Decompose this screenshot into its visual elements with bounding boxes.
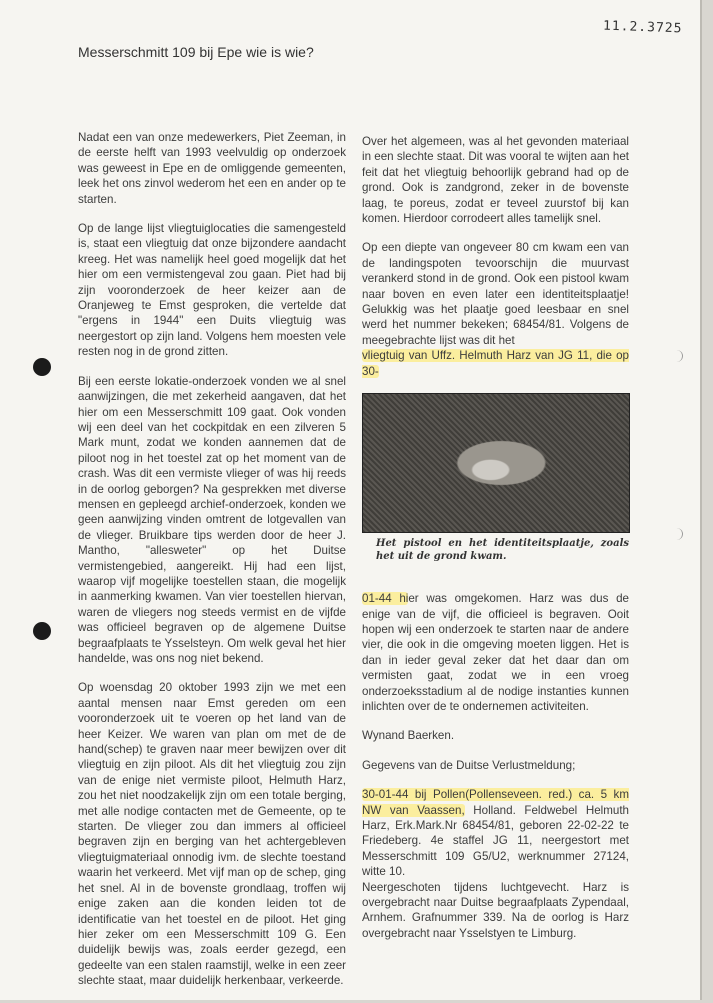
highlighted-text: vliegtuig van Uffz. Helmuth Harz van JG 11, die op 30- bbox=[362, 349, 629, 378]
photo-caption: Het pistool en het identiteitsplaatje, zoals het uit de grond kwam. bbox=[376, 538, 629, 563]
highlighted-text: 01-44 hi bbox=[362, 592, 409, 606]
loss-report bbox=[362, 787, 629, 941]
archive-number: 11.2.3725 bbox=[602, 18, 683, 37]
author-signature: Wynand Baerken. bbox=[362, 729, 455, 743]
punch-hole-bottom bbox=[33, 622, 51, 640]
left-column bbox=[78, 130, 346, 1003]
highlighted-text: 30-01-44 bij Pollen(Pollenseveen. red.) ca. 5 km NW van Vaassen, bbox=[362, 788, 629, 817]
paragraph-text: er was omgekomen. Harz was dus de enige van de vijf, die officieel is begraven. Ooit hopen wij een onderzoek te starten naar de andere vier, die ook in die omgeving moeten liggen. Het is dan in ieder geval zeker dat het daar dan om vermisten gaat, zodat we in een vroeg onderzoeksstadium al de nodige instanties kunnen inlichten over de te ondernemen activiteiten. bbox=[362, 592, 629, 713]
page-notch-top bbox=[670, 350, 683, 362]
paragraph-continuation bbox=[362, 591, 629, 714]
paragraph: Op de lange lijst vliegtuiglocaties die samengesteld is, staat een vliegtuig dat onze bijzondere aandacht kreeg. Het was namelijk heel goed mogelijk dat het hier om een vermistengeval zou gaan. Piet had bij zijn vooronderzoek de heer keizer aan de Oranjeweg te Emst gesproken, die vertelde dat "ergens in 1944" een Duits vliegtuig was neergestort op zijn land. Volgens hem moesten vele resten nog in de grond zitten. bbox=[78, 222, 346, 359]
paragraph-text: Holland. Feldwebel Helmuth Harz, Erk.Mark.Nr 68454/81, geboren 22-02-22 te Friedeberg. 4e staffel JG 11, neergestort met Messerschmitt 109 G5/U2, werknummer 27124, witte 10. Neergeschoten tijdens luchtgevecht. Harz is overgebracht naar Duitse begraafplaats Zypendaal, Arnhem. Grafnummer 339. Na de oorlog is Harz overgebracht naar Ysselstyen te Limburg. bbox=[362, 803, 629, 940]
paragraph: Bij een eerste lokatie-onderzoek vonden we al snel aanwijzingen, die met zekerheid aangaven, dat het hier om een Messerschmitt 109 gaat. Ook vonden wij een deel van het cockpitdak en een zilveren 5 Mark munt, zodat we konden aannemen dat de piloot nog in het toestel zat op het moment van de crash. Was dit een vermiste vlieger of was hij reeds in de oorlog geborgen? Na gesprekken met diverse mensen en gepleegd archief-onderzoek, konden we geen aanwijzing vinden omtrent de lotgevallen van de vlieger. Bruikbare tips werden door de heer J. Mantho, "allesweter" op het Duitse vermistengebied, aangereikt. Hij had een lijst, waarop vijf mogelijke toestellen staan, die mogelijk in aanmerking kwamen. Van vier toestellen hiervan, waren de vliegers nog steeds vermist en de vijfde was officieel begraven op de algemene Duitse begraafplaats te Ysselsteyn. Om welk geval het hier handelde, was ons nog niet bekend. bbox=[78, 374, 346, 665]
pistol-photo bbox=[362, 393, 630, 533]
paragraph-text: Op een diepte van ongeveer 80 cm kwam een van de landingspoten tevoorschijn die muurvast verankerd stond in de grond. Ook een pistool kwam naar boven en even later een identiteitsplaatje! Gelukkig was het plaatje goed leesbaar en snel werd het nummer bekeken; 68454/81. Volgens de meegebrachte lijst was dit het bbox=[362, 241, 629, 347]
paragraph: Over het algemeen, was al het gevonden materiaal in een slechte staat. Dit was vooral te wijten aan het feit dat het vliegtuig behoorlijk gebrand had op de grond. Ook is zandgrond, zeker in de bovenste laag, te poreus, zodat er teveel zuurstof bij kan komen. Hierdoor corrodeert alles tamelijk snel. bbox=[362, 135, 629, 226]
paragraph-identification bbox=[362, 240, 629, 379]
paragraph: Nadat een van onze medewerkers, Piet Zeeman, in de eerste helft van 1993 veelvuldig op onderzoek was geweest in Epe en de omliggende gemeenten, leek het ons zinvol wederom het een en ander op te starten. bbox=[78, 131, 346, 206]
paragraph: Gegevens van de Duitse Verlustmeldung; bbox=[362, 758, 576, 772]
paragraph: Op woensdag 20 oktober 1993 zijn we met een aantal mensen naar Emst gereden om een vooronderzoek uit te voeren op het land van de heer Keizer. We waren van plan om met de de hand(schep) te graven naar meer bewijzen over dit vliegtuig en zijn piloot. Als dit het vliegtuig zou zijn van de enige niet vermiste piloot, Helmuth Harz, zou het niet noodzakelijk zijn om een totale berging, met alle nodige contacten met de Gemeente, op te starten. De vlieger zou dan immers al officieel begraven zijn en berging van het achtergebleven vliegtuigmateriaal onnodig ivm. de slechte toestand waarin het verkeerd. Met vijf man op de schep, ging het snel. Al in de bovenste grondlaag, troffen wij enige zaken aan die konden leiden tot de identificatie van het toestel en de piloot. Het ging hier zeker om een Messerschmitt 109 G. Een duidelijk bewijs was, zoals eerder gezegd, een gedeelte van een stalen raamstijl, welke in een zeer slechte staat, maar duidelijk herkenbaar, verkeerde. bbox=[78, 681, 346, 988]
page-notch-bottom bbox=[670, 528, 683, 540]
right-column bbox=[362, 134, 629, 955]
punch-hole-top bbox=[33, 358, 51, 376]
article-title: Messerschmitt 109 bij Epe wie is wie? bbox=[78, 44, 314, 60]
